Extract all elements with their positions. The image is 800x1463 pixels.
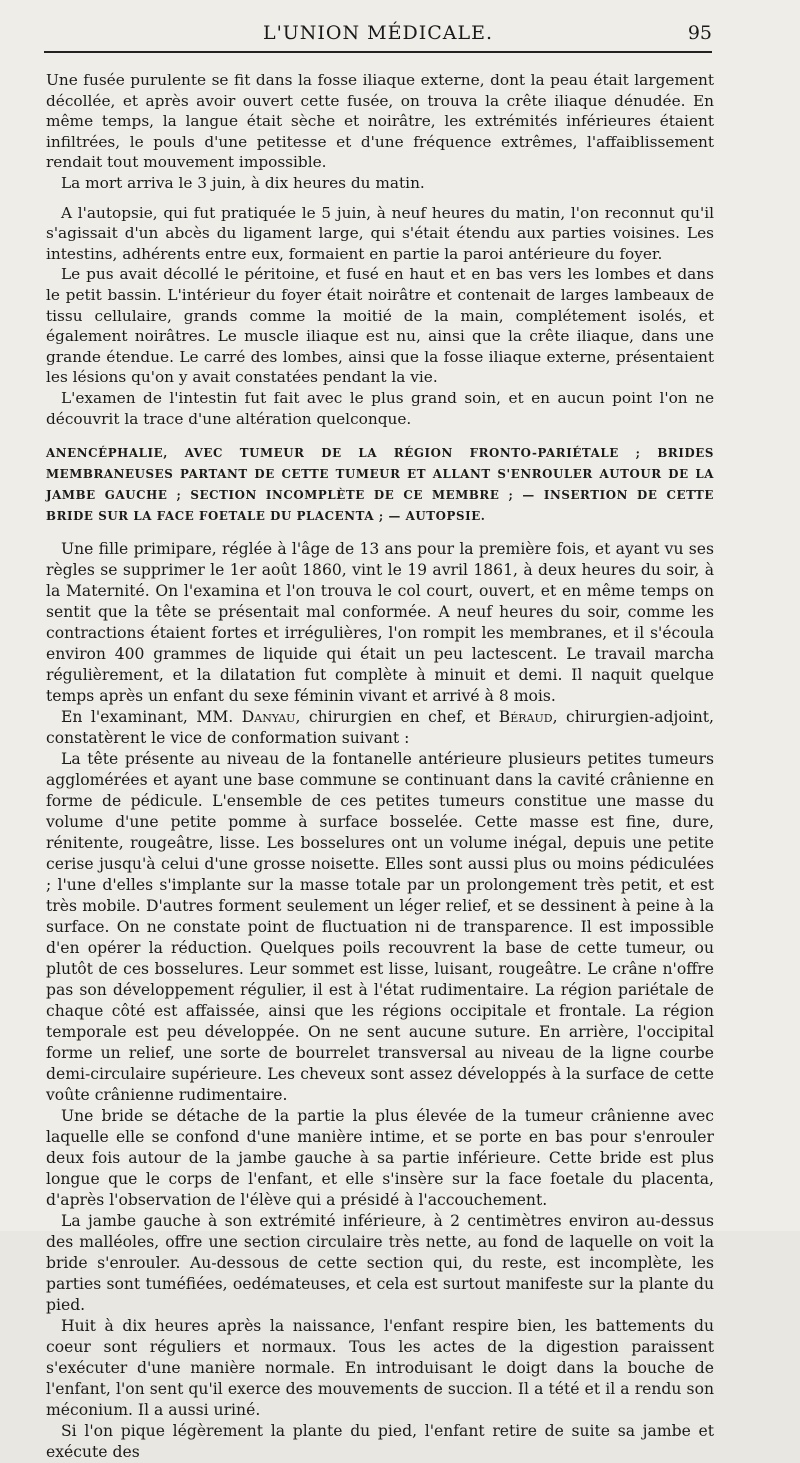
text-run: , chirurgien en chef, et xyxy=(295,708,499,727)
paragraph: Huit à dix heures après la naissance, l'enfant respire bien, les battements du coeur sont réguliers et normaux. Tous les actes de la digestion paraissent s'exécuter d'une manière normale. En introduisant le doigt dans la bouche de l'enfant, l'on sent qu'il exerce des mouvements de succion. Il a tété et il a rendu son méconium. Il a aussi uriné. xyxy=(46,1317,714,1420)
paragraph: Si l'on pique légèrement la plante du pied, l'enfant retire de suite sa jambe et exécute des xyxy=(46,1422,714,1462)
paragraph: Une fusée purulente se fit dans la fosse iliaque externe, dont la peau était largement décollée, et après avoir ouvert cette fusée, on trouva la crête iliaque dénudée. En même temps, la langue était sèche et noirâtre, les extrémités inférieures étaient infiltrées, le pouls d'une petitesse et d'une fréquence extrêmes, l'affaiblissement rendait tout mouvement impossible. xyxy=(46,71,714,172)
journal-title: L'UNION MÉDICALE. xyxy=(262,22,494,44)
paragraph: Le pus avait décollé le péritoine, et fusé en haut et en bas vers les lombes et dans le petit bassin. L'intérieur du foyer était noirâtre et contenait de larges lambeaux de tissu cellulaire, grands comme la moitié de la main, complétement isolés, et également noirâtres. Le muscle iliaque est nu, ainsi que la crête iliaque, dans une grande étendue. Le carré des lombes, ainsi que la fosse iliaque externe, présentaient les lésions qu'on y avait constatées pendant la vie. xyxy=(46,265,714,387)
paragraph: La mort arriva le 3 juin, à dix heures du matin. xyxy=(61,173,425,192)
author-name: Béraud xyxy=(498,708,553,727)
paragraph: Une fille primipare, réglée à l'âge de 13 ans pour la première fois, et ayant vu ses règles se supprimer le 1er août 1860, vint le 19 avril 1861, à deux heures du soir, à la Maternité. On l'examina et l'on trouva le col court, ouvert, et en même temps on sentit que la tête se présentait mal conformée. A neuf heures du soir, comme les contractions étaient fortes et irrégulières, l'on rompit les membranes, et il s'écoula environ 400 grammes de liquide qui était un peu lactescent. Le travail marcha régulièrement, et la dilatation fut complète à minuit et demi. Il naquit quelque temps après un enfant du sexe féminin vivant et arrivé à 8 mois. xyxy=(46,540,714,706)
paragraph: La tête présente au niveau de la fontanelle antérieure plusieurs petites tumeurs agglomérées et ayant une base commune se continuant dans la cavité crânienne en forme de pédicule. L'ensemble de ces petites tumeurs constitue une masse du volume d'une petite pomme à surface bosselée. Cette masse est fine, dure, rénitente, rougeâtre, lisse. Les bosselures ont un volume inégal, depuis une petite cerise jusqu'à celui d'une grosse noisette. Elles sont aussi plus ou moins pédiculées ; l'une d'elles s'implante sur la masse totale par un prolongement très petit, et est très mobile. D'autres forment seulement un léger relief, et se dessinent à peine à la surface. On ne constate point de fluctuation ni de transparence. Il est impossible d'en opérer la réduction. Quelques poils recouvrent la base de cette tumeur, ou plutôt de ces bosselures. Leur sommet est lisse, luisant, rougeâtre. Le crâne n'offre pas son développement régulier, il est à l'état rudimentaire. La région pariétale de chaque côté est affaissée, ainsi que les régions occipitale et frontale. La région temporale est peu développée. On ne sent aucune suture. En arrière, l'occipital forme un relief, une sorte de bourrelet transversal au niveau de la ligne courbe demi-circulaire supérieure. Les cheveux sont assez développés à la surface de cette voûte crânienne rudimentaire. xyxy=(46,750,714,1105)
text-run: , chirurgien-adjoint, constatèrent le vice de conformation suivant : xyxy=(46,708,714,748)
paragraph: La jambe gauche à son extrémité inférieure, à 2 centimètres environ au-dessus des malléoles, offre une section circulaire très nette, au fond de laquelle on voit la bride s'enrouler. Au-dessous de cette section qui, du reste, est incomplète, les parties sont tuméfiées, oedémateuses, et cela est surtout manifeste sur la plante du pied. xyxy=(46,1212,714,1315)
header-rule xyxy=(44,51,712,53)
section-heading: ANENCÉPHALIE, AVEC TUMEUR DE LA RÉGION FRONTO-PARIÉTALE ; BRIDES MEMBRANEUSES PARTANT DE CETTE TUMEUR ET ALLANT S'ENROULER AUTOUR DE LA JAMBE GAUCHE ; SECTION INCOMPLÈTE DE CE MEMBRE ; — INSERTION DE CETTE BRIDE SUR LA FACE FOETALE DU PLACENTA ; — AUTOPSIE. xyxy=(46,446,714,524)
paragraph xyxy=(46,707,714,749)
paragraph: A l'autopsie, qui fut pratiquée le 5 juin, à neuf heures du matin, l'on reconnut qu'il s'agissait d'un abcès du ligament large, qui s'était étendu aux parties voisines. Les intestins, adhérents entre eux, formaient en partie la paroi antérieure du foyer. xyxy=(46,203,714,263)
text-run: En l'examinant, MM. xyxy=(61,708,242,727)
page-number: 95 xyxy=(687,22,712,44)
article-body xyxy=(46,70,714,1463)
paragraph: L'examen de l'intestin fut fait avec le plus grand soin, et en aucun point l'on ne découvrit la trace d'une altération quelconque. xyxy=(46,388,714,428)
paragraph: Une bride se détache de la partie la plus élevée de la tumeur crânienne avec laquelle elle se confond d'une manière intime, et se porte en bas pour s'enrouler deux fois autour de la jambe gauche à sa partie inférieure. Cette bride est plus longue que le corps de l'enfant, et elle s'insère sur la face foetale du placenta, d'après l'observation de l'élève qui a présidé à l'accouchement. xyxy=(46,1107,714,1210)
running-header xyxy=(44,20,712,48)
author-name: Danyau xyxy=(241,708,296,727)
